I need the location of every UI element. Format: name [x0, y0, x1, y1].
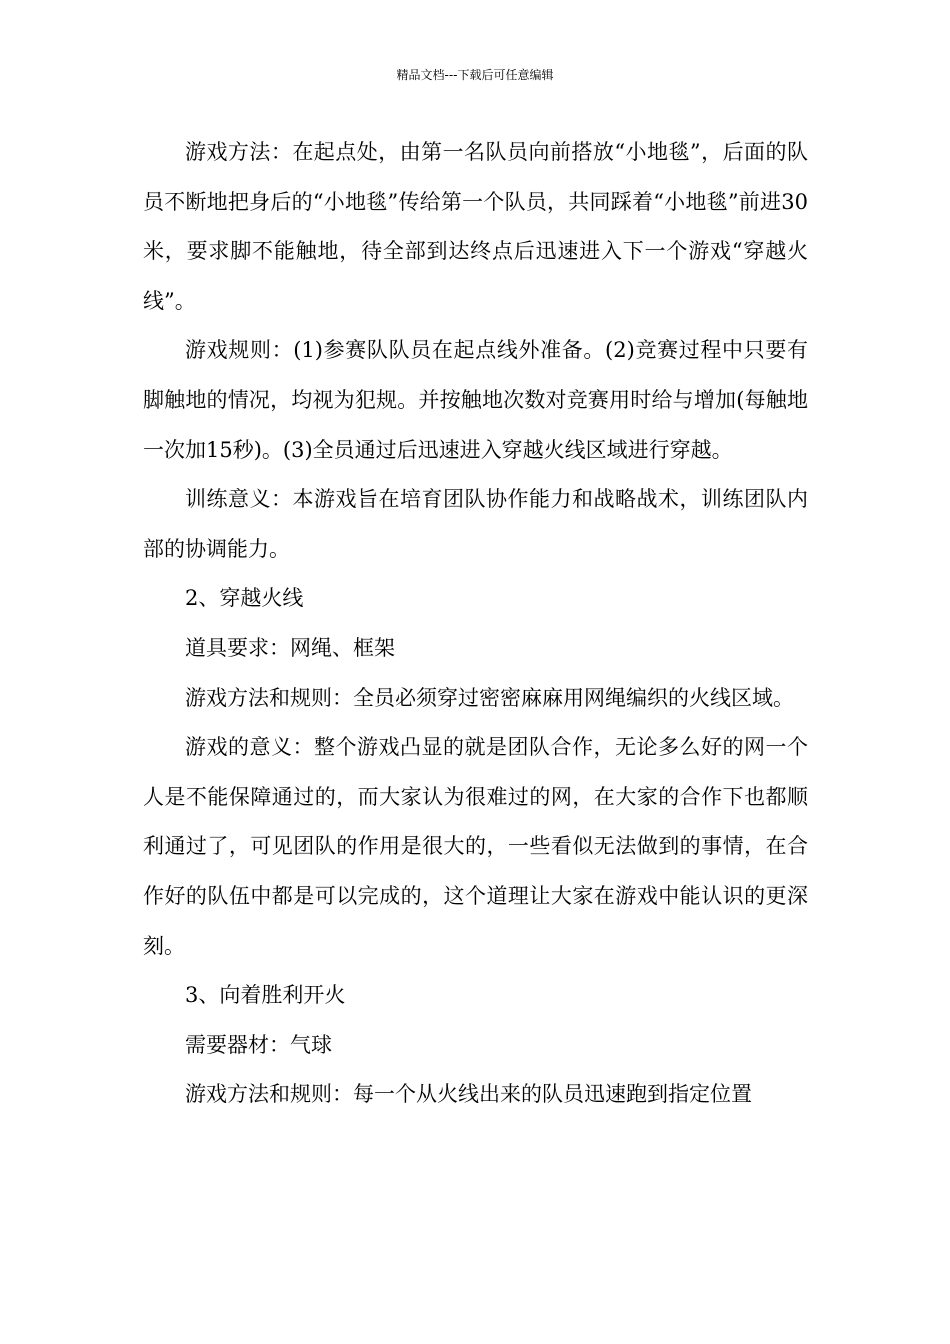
paragraph-game-rules: 游戏规则：(1)参赛队队员在起点线外准备。(2)竞赛过程中只要有脚触地的情况，均视为犯规。并按触地次数对竞赛用时给与增加(每触地一次加15秒)。(3)全员通过后迅速进入穿越火线区域进行穿越。 — [143, 338, 808, 462]
paragraph-game-method: 游戏方法：在起点处，由第一名队员向前搭放“小地毯”，后面的队员不断地把身后的“小地毯”传给第一个队员，共同踩着“小地毯”前进30米，要求脚不能触地，待全部到达终点后迅速进入下一个游戏“穿越火线”。 — [143, 140, 808, 313]
section-heading-3: 3、向着胜利开火 — [185, 983, 346, 1008]
paragraph-method-rules-2: 游戏方法和规则：全员必须穿过密密麻麻用网绳编织的火线区域。 — [185, 685, 794, 710]
paragraph-game-meaning-2: 游戏的意义：整个游戏凸显的就是团队合作，无论多么好的网一个人是不能保障通过的，而大家认为很难过的网，在大家的合作下也都顺利通过了，可见团队的作用是很大的，一些看似无法做到的事情，在合作好的队伍中都是可以完成的，这个道理让大家在游戏中能认识的更深刻。 — [143, 735, 808, 958]
paragraph-props: 道具要求：网绳、框架 — [185, 635, 395, 660]
page-header: 精品文档---下载后可任意编辑 — [396, 68, 554, 82]
paragraph-method-rules-3: 游戏方法和规则：每一个从火线出来的队员迅速跑到指定位置 — [185, 1082, 752, 1107]
paragraph-equipment: 需要器材：气球 — [185, 1032, 332, 1057]
section-heading-2: 2、穿越火线 — [185, 586, 304, 611]
paragraph-training-meaning: 训练意义：本游戏旨在培育团队协作能力和战略战术，训练团队内部的协调能力。 — [143, 487, 808, 561]
document-body — [143, 128, 808, 1120]
